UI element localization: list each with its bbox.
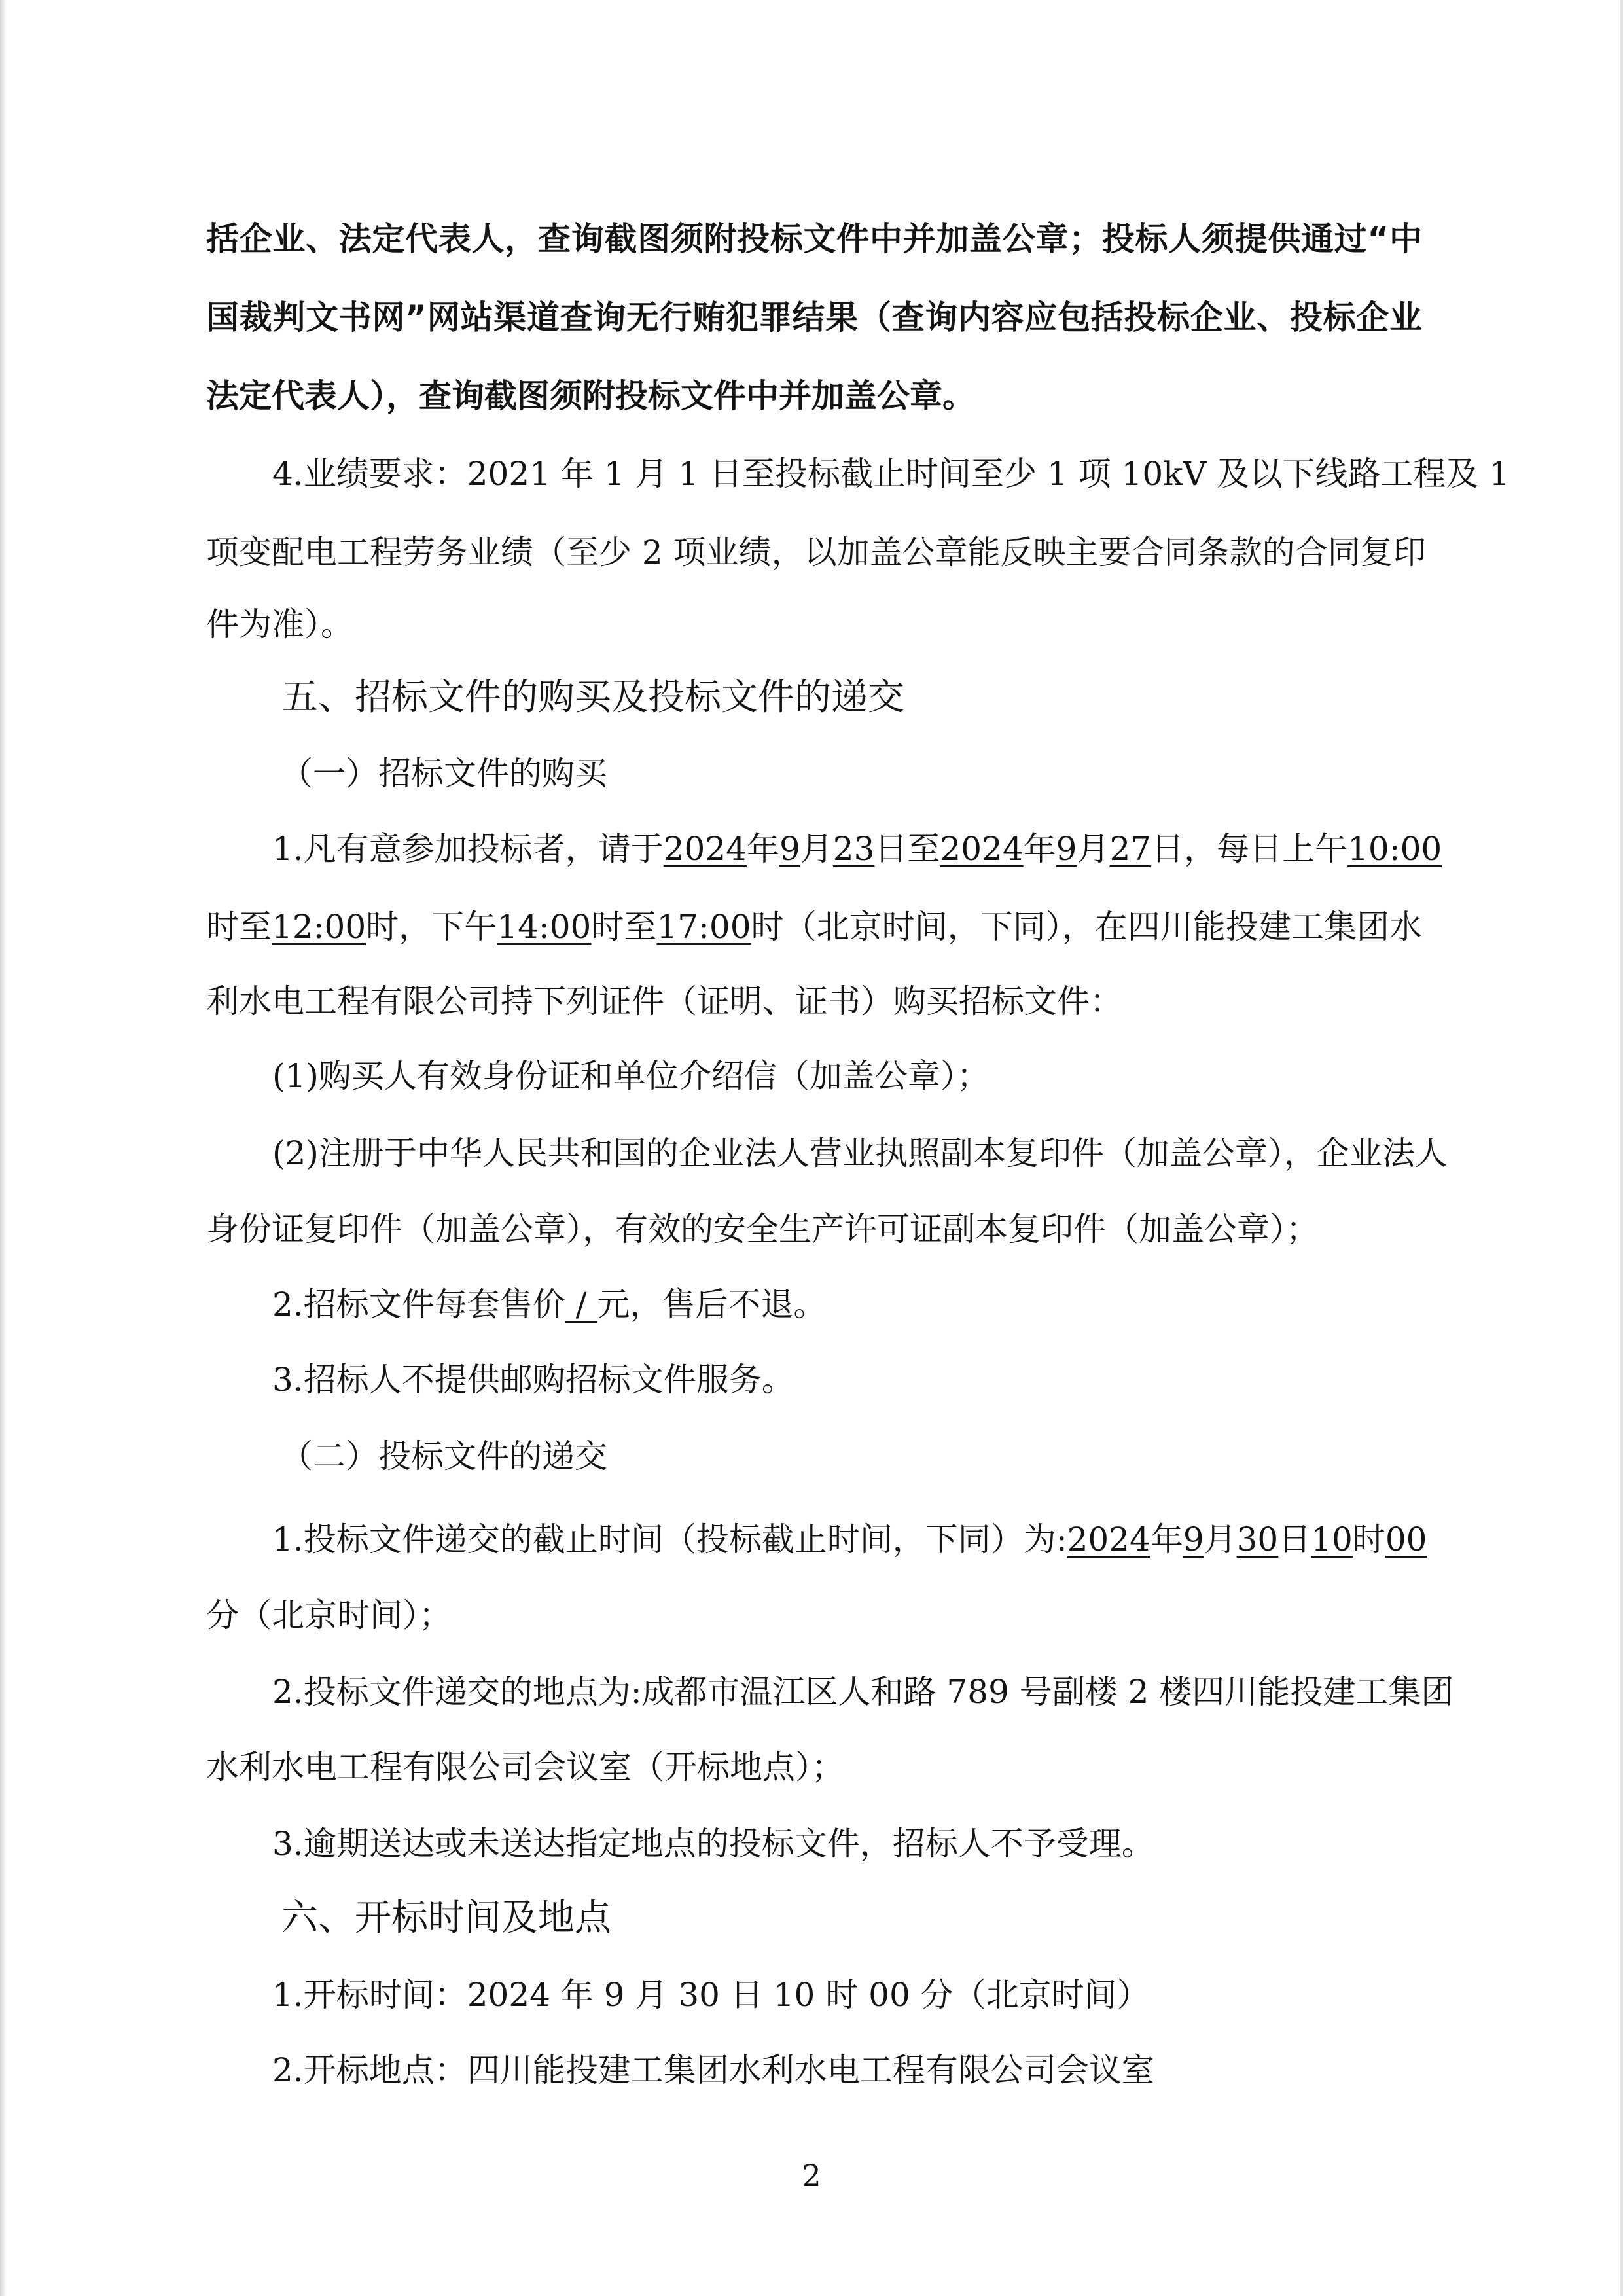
morning-start-time: 10:00 [1347,830,1442,868]
afternoon-end-time: 17:00 [656,908,751,946]
end-day: 27 [1109,830,1152,868]
page-number: 2 [802,2158,821,2193]
document-price: 2.招标文件每套售价 / 元，售后不退。 [272,1285,827,1323]
deadline-hour: 10 [1311,1520,1353,1558]
bid-opening-time: 1.开标时间：2024 年 9 月 30 日 10 时 00 分（北京时间） [272,1976,1150,2014]
afternoon-start-time: 14:00 [497,908,592,946]
price-value: / [565,1285,597,1323]
performance-line-3: 件为准）。 [206,605,353,643]
purchase-period-line-2: 时至12:00时，下午14:00时至17:00时（北京时间，下同），在四川能投建工集团水 [206,908,1423,946]
deadline-year: 2024 [1067,1520,1150,1558]
performance-line-1: 4.业绩要求：2021 年 1 月 1 日至投标截止时间至少 1 项 10kV 及以下线路工程及 1 [272,455,1510,493]
deadline-minute: 00 [1385,1520,1427,1558]
bid-opening-place: 2.开标地点：四川能投建工集团水利水电工程有限公司会议室 [272,2051,1154,2089]
end-year: 2024 [940,830,1024,868]
start-day: 23 [832,830,875,868]
qualification-line-2: 国裁判文书网”网站渠道查询无行贿犯罪结果（查询内容应包括投标企业、投标企业 [206,298,1422,336]
bid-deadline-line-2: 分（北京时间）； [206,1596,452,1634]
required-document-2-line-1: (2)注册于中华人民共和国的企业法人营业执照副本复印件（加盖公章），企业法人 [272,1134,1448,1172]
qualification-line-1: 括企业、法定代表人，查询截图须附投标文件中并加盖公章；投标人须提供通过“中 [206,220,1422,258]
submission-location-line-1: 2.投标文件递交的地点为:成都市温江区人和路 789 号副楼 2 楼四川能投建工集团 [272,1673,1454,1711]
no-mail-order: 3.招标人不提供邮购招标文件服务。 [272,1361,794,1399]
start-year: 2024 [663,830,747,868]
section5-title: 五、招标文件的购买及投标文件的递交 [281,676,904,719]
required-document-2-line-2: 身份证复印件（加盖公章），有效的安全生产许可证副本复印件（加盖公章）； [206,1210,1319,1248]
qualification-line-3: 法定代表人），查询截图须附投标文件中并加盖公章。 [206,377,975,415]
purchase-period-line-1: 1.凡有意参加投标者，请于2024年9月23日至2024年9月27日，每日上午10:00 [272,830,1442,868]
submission-location-line-2: 水利水电工程有限公司会议室（开标地点）； [206,1748,844,1786]
end-month: 9 [1056,830,1077,868]
bid-deadline-line-1: 1.投标文件递交的截止时间（投标截止时间，下同）为:2024年9月30日10时00 [272,1520,1427,1558]
performance-line-2: 项变配电工程劳务业绩（至少 2 项业绩，以加盖公章能反映主要合同条款的合同复印 [206,533,1426,571]
late-submission-note: 3.逾期送达或未送达指定地点的投标文件，招标人不予受理。 [272,1825,1154,1863]
deadline-month: 9 [1183,1520,1204,1558]
section5-sub2-title: （二）投标文件的递交 [280,1437,607,1475]
required-document-1: (1)购买人有效身份证和单位介绍信（加盖公章）； [272,1057,990,1095]
morning-end-time: 12:00 [272,908,366,946]
start-month: 9 [779,830,800,868]
purchase-period-line-3: 利水电工程有限公司持下列证件（证明、证书）购买招标文件： [206,982,1122,1020]
deadline-day: 30 [1236,1520,1279,1558]
section5-sub1-title: （一）招标文件的购买 [280,755,607,793]
section6-title: 六、开标时间及地点 [281,1897,611,1939]
